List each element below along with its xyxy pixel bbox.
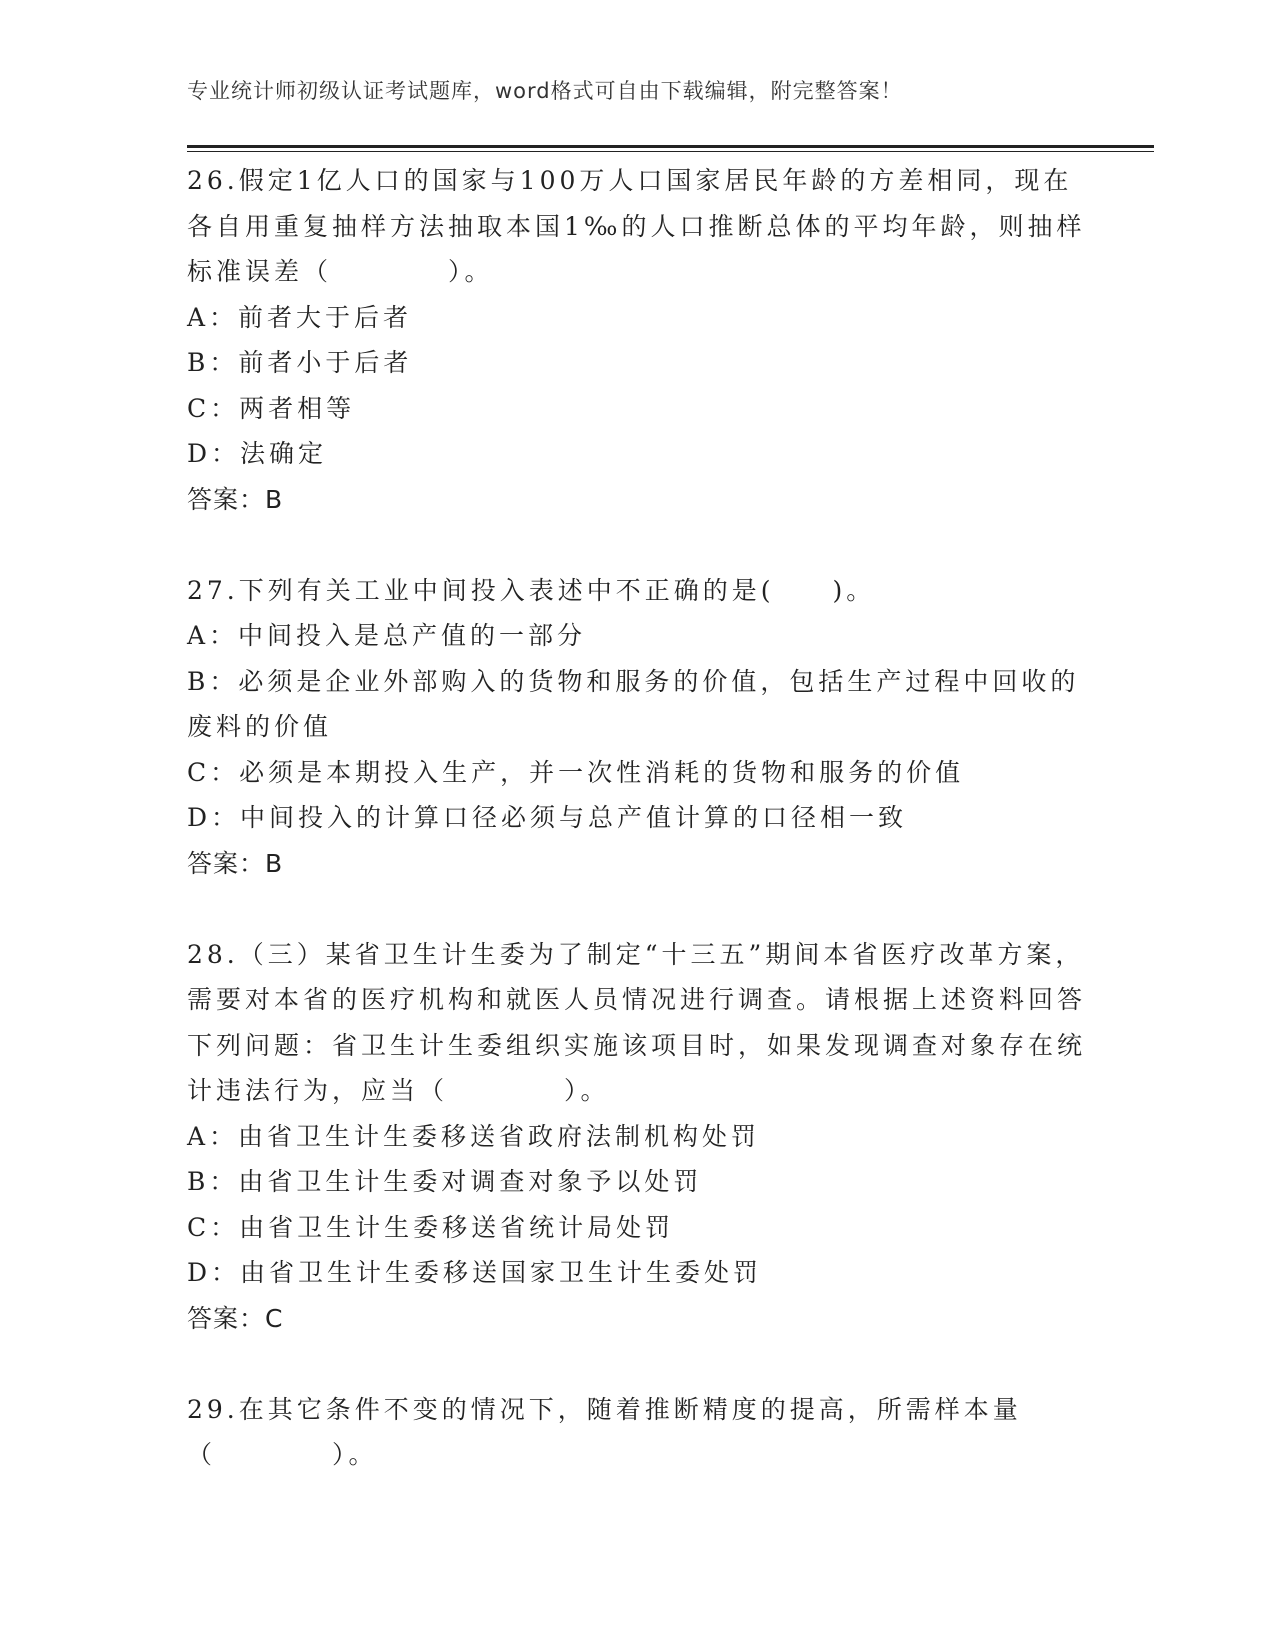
answer: 答案：B — [187, 848, 284, 878]
option-b: B：必须是企业外部购入的货物和服务的价值，包括生产过程中回收的废料的价值 — [187, 666, 1080, 741]
question-stem: 29.在其它条件不变的情况下，随着推断精度的提高，所需样本量（ ）。 — [187, 1394, 1022, 1469]
option-c: C：必须是本期投入生产，并一次性消耗的货物和服务的价值 — [187, 757, 965, 787]
document-header: 专业统计师初级认证考试题库，word格式可自由下载编辑，附完整答案！ — [187, 79, 903, 103]
question-28 — [187, 932, 1087, 1342]
question-29 — [187, 1387, 1087, 1478]
answer: 答案：B — [187, 484, 284, 514]
answer: 答案：C — [187, 1303, 284, 1333]
question-list — [187, 158, 1087, 1478]
question-26 — [187, 158, 1087, 522]
header-rule-thick — [187, 145, 1154, 148]
option-d: D：由省卫生计生委移送国家卫生计生委处罚 — [187, 1258, 763, 1287]
option-c: C：两者相等 — [187, 393, 356, 423]
option-b: B：由省卫生计生委对调查对象予以处罚 — [187, 1167, 703, 1196]
option-a: A：由省卫生计生委移送省政府法制机构处罚 — [187, 1121, 761, 1151]
question-stem: 26.假定1亿人口的国家与100万人口国家居民年龄的方差相同，现在各自用重复抽样方法抽取本国1‰的人口推断总体的平均年龄，则抽样标准误差（ ）。 — [187, 166, 1086, 286]
option-c: C：由省卫生计生委移送省统计局处罚 — [187, 1212, 675, 1242]
question-stem: 27.下列有关工业中间投入表述中不正确的是( )。 — [187, 575, 876, 605]
option-b: B：前者小于后者 — [187, 348, 413, 377]
option-d: D：法确定 — [187, 439, 328, 468]
option-d: D：中间投入的计算口径必须与总产值计算的口径相一致 — [187, 803, 908, 832]
option-a: A：前者大于后者 — [187, 302, 413, 332]
option-a: A：中间投入是总产值的一部分 — [187, 621, 587, 650]
header-rule-thin — [187, 151, 1154, 152]
question-27 — [187, 568, 1087, 887]
question-stem: 28.（三）某省卫生计生委为了制定“十三五”期间本省医疗改革方案，需要对本省的医疗机构和就医人员情况进行调查。请根据上述资料回答下列问题：省卫生计生委组织实施该项目时，如果发现调查对象存在统计违法行为，应当（ ）。 — [187, 939, 1087, 1105]
